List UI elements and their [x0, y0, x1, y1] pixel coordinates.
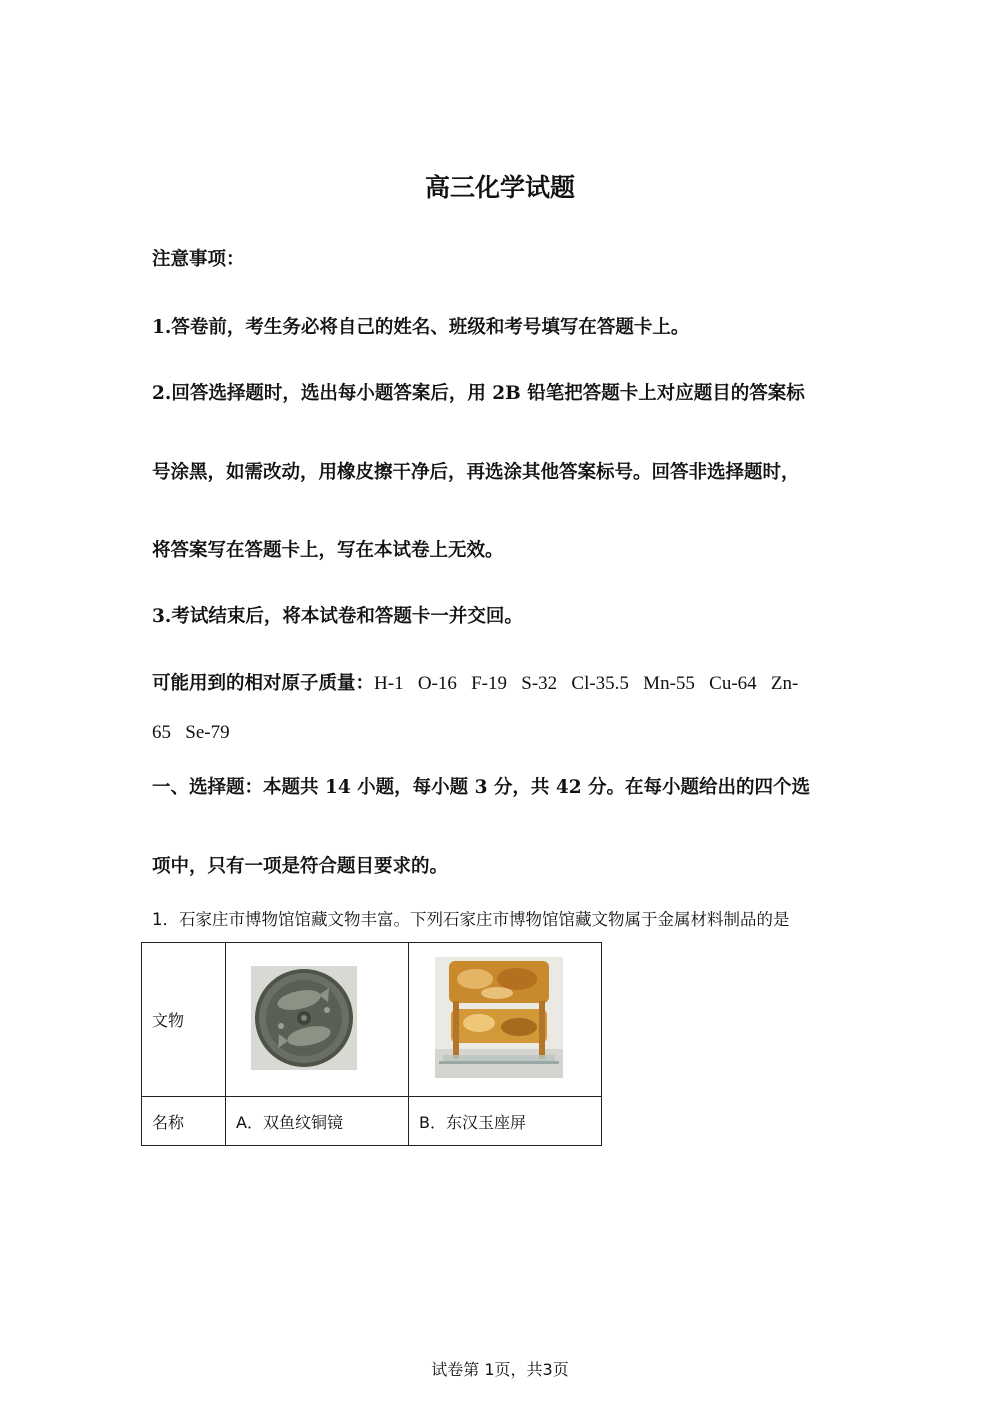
- option-b-image-cell: [409, 943, 602, 1097]
- atomic-mass-line-2: 65 Se-79: [152, 722, 230, 743]
- option-b-name: B．东汉玉座屏: [409, 1097, 602, 1146]
- notice-item-2-line-1: 2.回答选择题时，选出每小题答案后，用 2B 铅笔把答题卡上对应题目的答案标: [152, 383, 805, 404]
- table-row: [142, 1097, 602, 1146]
- atomic-mass-values: H-1 O-16 F-19 S-32 Cl-35.5 Mn-55 Cu-64 Zn-: [374, 673, 799, 694]
- option-a-image-cell: [226, 943, 409, 1097]
- notice-item-2-line-2: 号涂黑，如需改动，用橡皮擦干净后，再选涂其他答案标号。回答非选择题时，: [152, 462, 800, 483]
- section-heading-line-2: 项中，只有一项是符合题目要求的。: [152, 856, 449, 877]
- question-1-stem: 1．石家庄市博物馆馆藏文物丰富。下列石家庄市博物馆馆藏文物属于金属材料制品的是: [152, 910, 790, 929]
- bronze-mirror-image: [251, 966, 357, 1074]
- notice-heading: 注意事项：: [152, 249, 245, 270]
- notice-item-1: 1.答卷前，考生务必将自己的姓名、班级和考号填写在答题卡上。: [152, 317, 690, 338]
- relics-table: [141, 942, 602, 1146]
- atomic-mass-label: 可能用到的相对原子质量：: [152, 673, 375, 694]
- row-label-relic: 文物: [142, 943, 226, 1097]
- table-row: [142, 943, 602, 1097]
- page-footer: 试卷第 1页，共3页: [431, 1360, 569, 1379]
- page-title: 高三化学试题: [424, 173, 575, 202]
- atomic-mass-line-1: [152, 669, 798, 695]
- row-label-name: 名称: [142, 1097, 226, 1146]
- notice-item-2-line-3: 将答案写在答题卡上，写在本试卷上无效。: [152, 540, 504, 561]
- section-heading-line-1: 一、选择题：本题共 14 小题，每小题 3 分，共 42 分。在每小题给出的四个选: [152, 777, 811, 798]
- jade-screen-image: [435, 957, 563, 1082]
- notice-item-3: 3.考试结束后，将本试卷和答题卡一并交回。: [152, 606, 523, 627]
- option-a-name: A．双鱼纹铜镜: [226, 1097, 409, 1146]
